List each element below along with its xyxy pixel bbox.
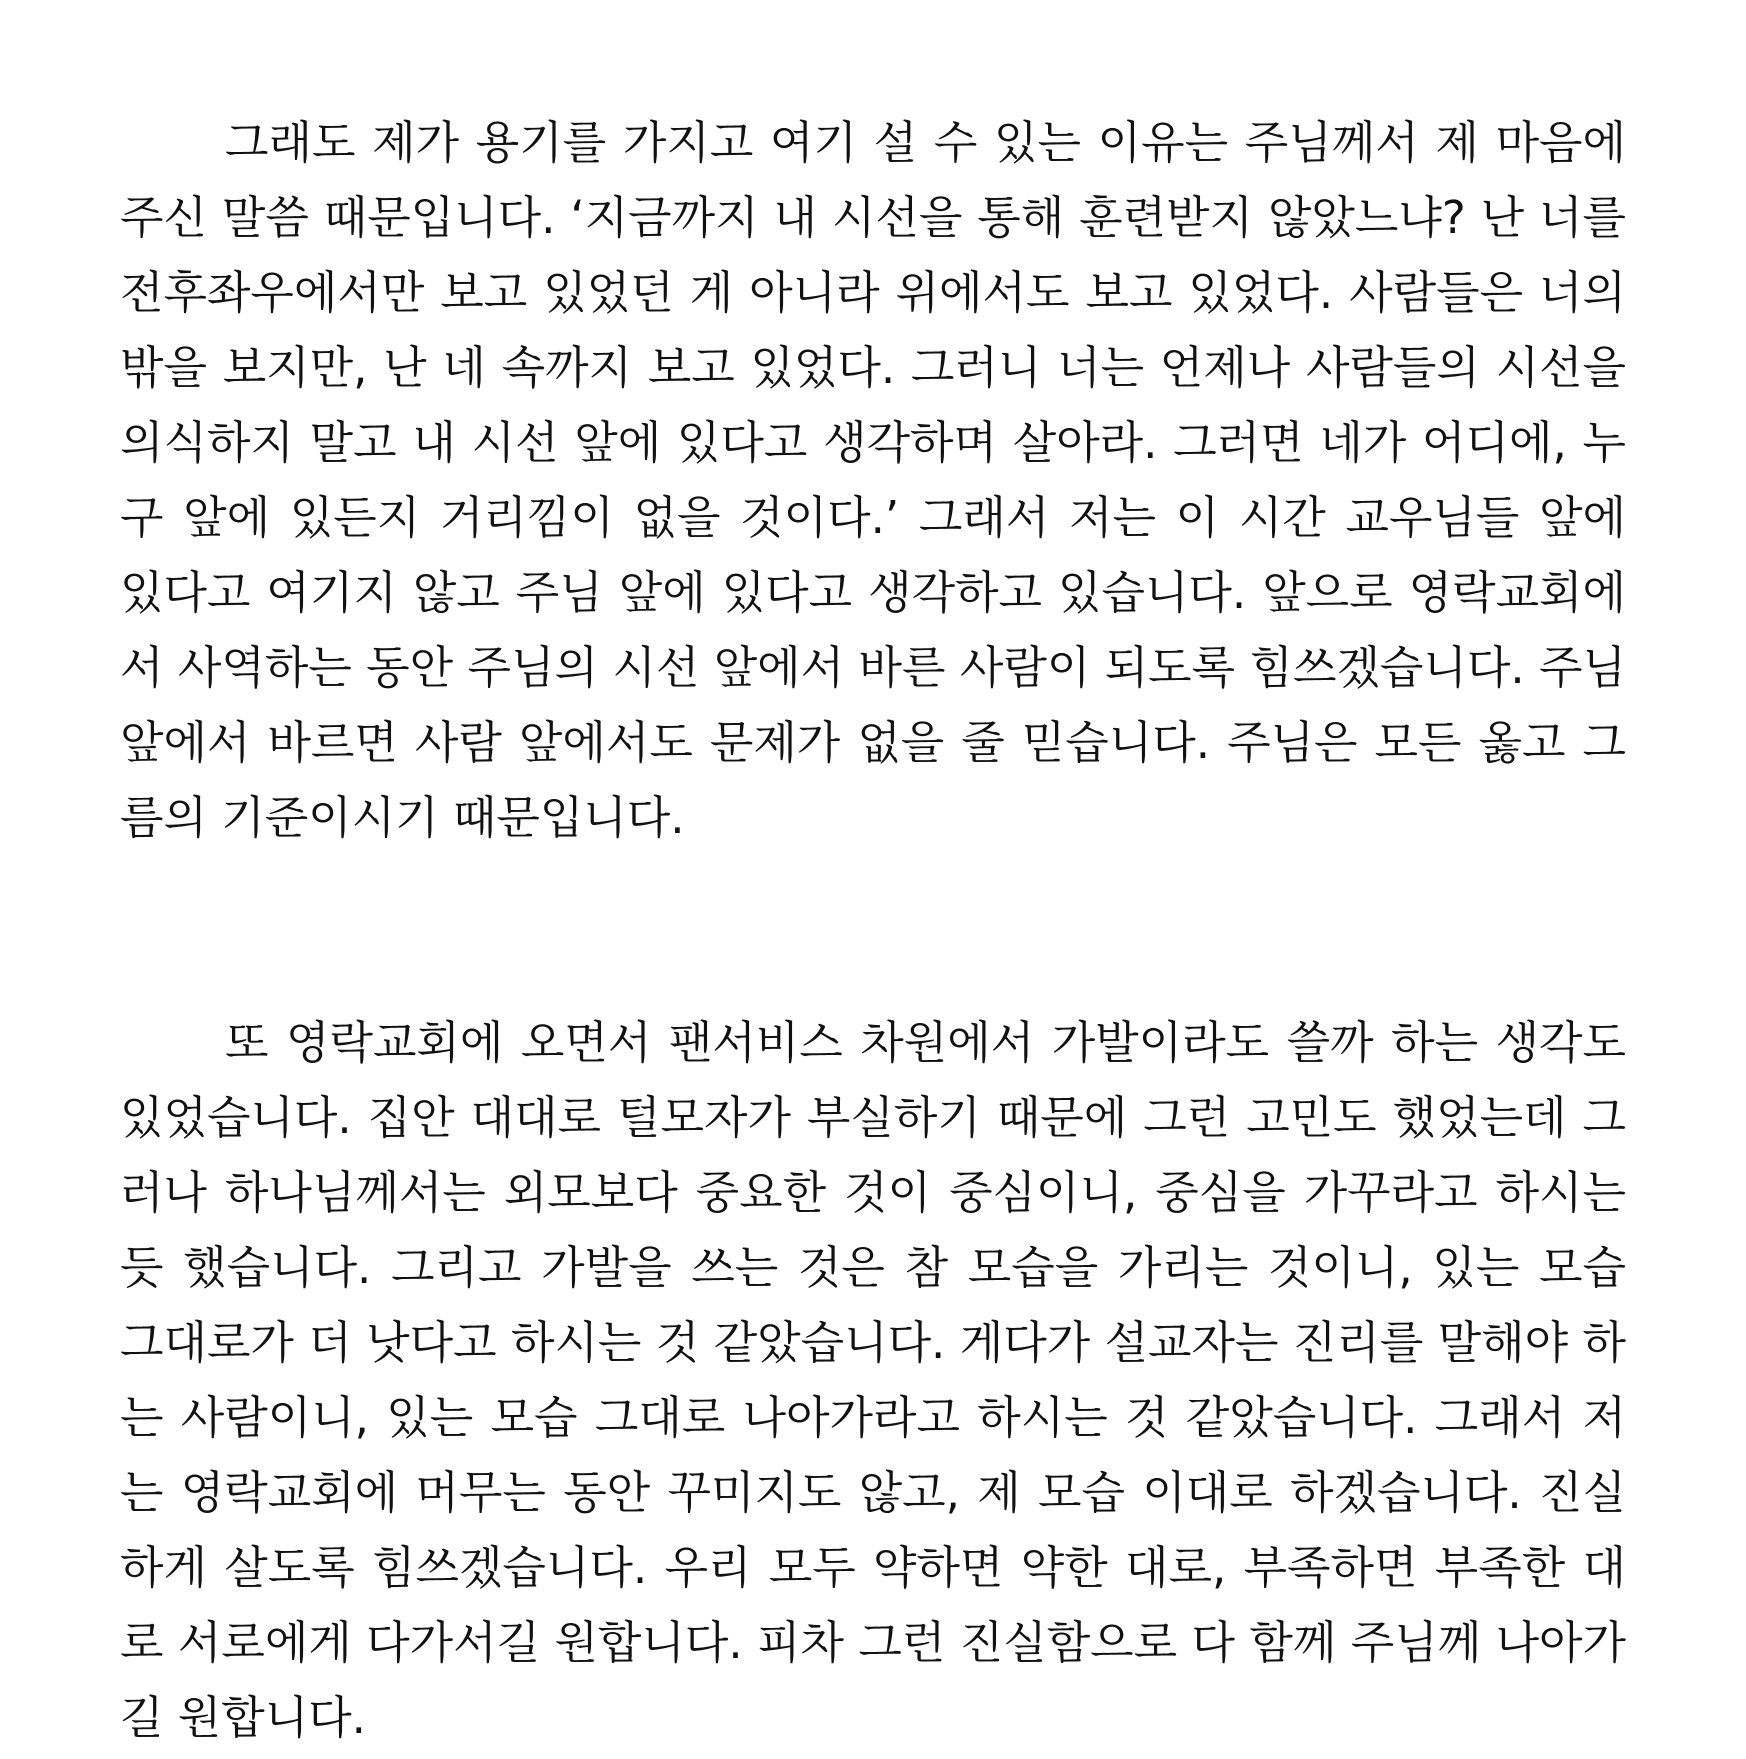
text-line: 밖을 보지만, 난 네 속까지 보고 있었다. 그러니 너는 언제나 사람들의 시선을: [120, 341, 1626, 394]
paragraph-spacer: [120, 855, 1626, 1005]
text-line: 또 영락교회에 오면서 팬서비스 차원에서 가발이라도 쓸까 하는 생각도: [225, 1016, 1626, 1069]
text-line: 하게 살도록 힘쓰겠습니다. 우리 모두 약하면 약한 대로, 부족하면 부족한 대: [120, 1541, 1626, 1594]
text-line: 있었습니다. 집안 대대로 털모자가 부실하기 때문에 그런 고민도 했었는데 그: [120, 1091, 1626, 1144]
text-line: 전후좌우에서만 보고 있었던 게 아니라 위에서도 보고 있었다. 사람들은 너의: [120, 266, 1626, 319]
text-line: 름의 기준이시기 때문입니다.: [120, 791, 685, 844]
text-line: 듯 했습니다. 그리고 가발을 쓰는 것은 참 모습을 가리는 것이니, 있는 모습: [120, 1241, 1626, 1294]
text-line: 로 서로에게 다가서길 원합니다. 피차 그런 진실함으로 다 함께 주님께 나아가: [120, 1616, 1626, 1669]
text-line: 의식하지 말고 내 시선 앞에 있다고 생각하며 살아라. 그러면 네가 어디에, 누: [120, 416, 1626, 469]
paragraph-1: [120, 105, 1626, 855]
text-line: 는 영락교회에 머무는 동안 꾸미지도 않고, 제 모습 이대로 하겠습니다. 진실: [120, 1466, 1626, 1519]
text-line: 러나 하나님께서는 외모보다 중요한 것이 중심이니, 중심을 가꾸라고 하시는: [120, 1166, 1626, 1219]
text-line: 구 앞에 있든지 거리낌이 없을 것이다.’ 그래서 저는 이 시간 교우님들 앞에: [120, 491, 1626, 544]
text-line: 있다고 여기지 않고 주님 앞에 있다고 생각하고 있습니다. 앞으로 영락교회에: [120, 566, 1626, 619]
paragraph-2: [120, 1005, 1626, 1755]
text-line: 그래도 제가 용기를 가지고 여기 설 수 있는 이유는 주님께서 제 마음에: [225, 116, 1626, 169]
text-line: 서 사역하는 동안 주님의 시선 앞에서 바른 사람이 되도록 힘쓰겠습니다. 주님: [120, 641, 1626, 694]
document-page: [120, 105, 1626, 1755]
text-line: 그대로가 더 낫다고 하시는 것 같았습니다. 게다가 설교자는 진리를 말해야 하: [120, 1316, 1626, 1369]
text-line: 는 사람이니, 있는 모습 그대로 나아가라고 하시는 것 같았습니다. 그래서 저: [120, 1391, 1626, 1444]
text-line: 길 원합니다.: [120, 1691, 366, 1744]
text-line: 주신 말씀 때문입니다. ‘지금까지 내 시선을 통해 훈련받지 않았느냐? 난 너를: [120, 191, 1626, 244]
text-line: 앞에서 바르면 사람 앞에서도 문제가 없을 줄 믿습니다. 주님은 모든 옳고 그: [120, 716, 1626, 769]
